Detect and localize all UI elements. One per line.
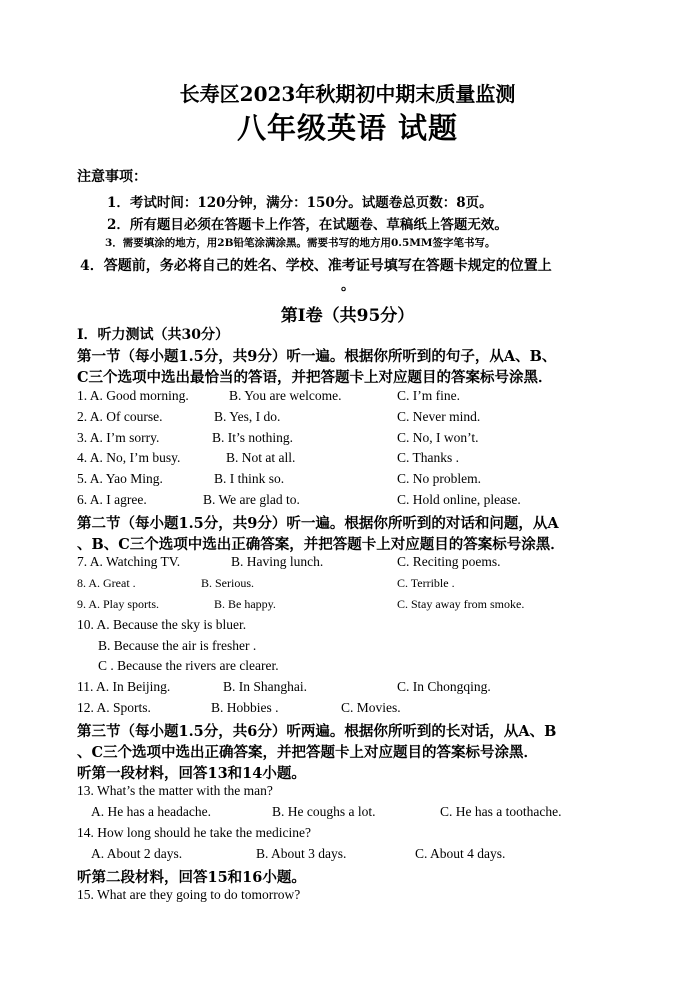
- option-b: B. Not at all.: [226, 450, 296, 465]
- option-c: C. Stay away from smoke.: [397, 597, 525, 611]
- option-a: 5. A. Yao Ming.: [77, 471, 163, 486]
- option-b: B. Yes, I do.: [214, 409, 281, 424]
- option-a: 8. A. Great .: [77, 576, 136, 590]
- note-2: 2．所有题目必须在答题卡上作答，在试题卷、草稿纸上答题无效。: [107, 217, 508, 233]
- option-b: B. He coughs a lot.: [272, 804, 376, 819]
- exam-title-line1: 长寿区2023年秋期初中期末质量监测: [179, 82, 516, 106]
- volume-title: 第Ⅰ卷（共95分）: [280, 306, 415, 326]
- option-a: 3. A. I’m sorry.: [77, 430, 160, 445]
- option-c: C. Thanks .: [397, 450, 460, 465]
- notes-heading: 注意事项：: [77, 169, 147, 185]
- part1-title: Ⅰ．听力测试（共30分）: [77, 327, 230, 343]
- q10-option-b: B. Because the air is fresher .: [98, 638, 257, 653]
- option-c: C. About 4 days.: [415, 846, 506, 861]
- material1-heading: 听第一段材料，回答13和14小题。: [77, 765, 306, 782]
- option-a: 2. A. Of course.: [77, 409, 163, 424]
- option-a: 11. A. In Beijing.: [77, 679, 171, 694]
- option-a: 9. A. Play sports.: [77, 597, 160, 611]
- section2-instruction-line1: 第二节（每小题1.5分，共9分）听一遍。根据你所听到的对话和问题，从A: [77, 515, 559, 532]
- option-c: C. Reciting poems.: [397, 554, 501, 569]
- option-b: B. About 3 days.: [256, 846, 347, 861]
- section3-instruction-line1: 第三节（每小题1.5分，共6分）听两遍。根据你所听到的长对话，从A、B: [77, 723, 557, 740]
- option-b: B. We are glad to.: [203, 492, 300, 507]
- option-a: 7. A. Watching TV.: [77, 554, 181, 569]
- section2-instruction-line2: 、B、C三个选项中选出正确答案，并把答题卡上对应题目的答案标号涂黑．: [77, 536, 565, 553]
- section1-instruction-line2: C三个选项中选出最恰当的答语，并把答题卡上对应题目的答案标号涂黑．: [77, 369, 553, 386]
- option-b: B. Hobbies .: [211, 700, 279, 715]
- option-c: C. I’m fine.: [397, 388, 460, 403]
- option-b: B. Having lunch.: [231, 554, 324, 569]
- option-b: B. It’s nothing.: [212, 430, 294, 445]
- option-b: B. In Shanghai.: [223, 679, 307, 694]
- option-b: B. You are welcome.: [229, 388, 342, 403]
- section1-instruction-line1: 第一节（每小题1.5分，共9分）听一遍。根据你所听到的句子，从A、B、: [77, 348, 557, 365]
- option-c: C. Terrible .: [397, 576, 455, 590]
- q14-stem: 14. How long should he take the medicine?: [77, 825, 311, 840]
- option-a: 1. A. Good morning.: [77, 388, 189, 403]
- note-3: 3．需要填涂的地方，用2B铅笔涂满涂黑。需要书写的地方用0.5MM签字笔书写。: [105, 237, 496, 249]
- note-4-end: 。: [341, 278, 355, 294]
- material2-heading: 听第二段材料，回答15和16小题。: [77, 869, 306, 886]
- q13-stem: 13. What’s the matter with the man?: [77, 783, 273, 798]
- option-c: C. Movies.: [341, 700, 401, 715]
- exam-title-line2: 八年级英语 试题: [236, 111, 459, 145]
- option-a: 12. A. Sports.: [77, 700, 151, 715]
- q10-option-a: 10. A. Because the sky is bluer.: [77, 617, 247, 632]
- option-c: C. Hold online, please.: [397, 492, 521, 507]
- option-b: B. Be happy.: [214, 597, 276, 611]
- option-b: B. I think so.: [214, 471, 285, 486]
- section3-instruction-line2: 、C三个选项中选出正确答案，并把答题卡上对应题目的答案标号涂黑．: [77, 744, 539, 761]
- option-a: 4. A. No, I’m busy.: [77, 450, 181, 465]
- option-b: B. Serious.: [201, 576, 255, 590]
- option-a: 6. A. I agree.: [77, 492, 147, 507]
- option-c: C. No problem.: [397, 471, 481, 486]
- option-c: C. Never mind.: [397, 409, 481, 424]
- option-c: C. In Chongqing.: [397, 679, 491, 694]
- option-c: C. No, I won’t.: [397, 430, 479, 445]
- note-4: 4．答题前，务必将自己的姓名、学校、准考证号填写在答题卡规定的位置上: [80, 258, 552, 274]
- option-c: C. He has a toothache.: [440, 804, 562, 819]
- q10-option-c: C . Because the rivers are clearer.: [98, 658, 279, 673]
- q15-stem: 15. What are they going to do tomorrow?: [77, 887, 301, 902]
- note-1: 1．考试时间：120分钟，满分：150分。试题卷总页数：8页。: [107, 195, 493, 211]
- option-a: A. He has a headache.: [91, 804, 211, 819]
- option-a: A. About 2 days.: [91, 846, 183, 861]
